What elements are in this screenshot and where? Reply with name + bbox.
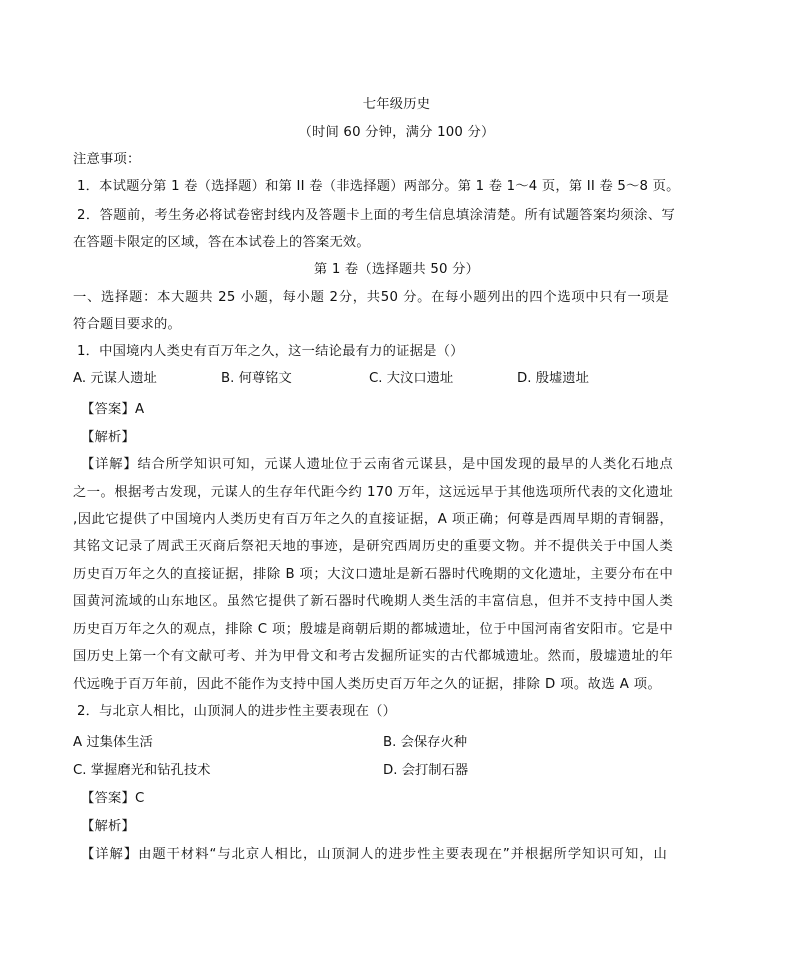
question-2-stem: 2．与北京人相比，山顶洞人的进步性主要表现在（） [77, 704, 397, 719]
question-2-option-b: B. 会保存火种 [383, 735, 468, 750]
question-1-analysis-label: 【解析】 [81, 430, 135, 445]
question-1-detail-line: 之一。根据考古发现，元谋人的生存年代距今约 170 万年，这远远早于其他选项所代表的文化遗址 [73, 485, 673, 500]
question-1-option-b: B. 何尊铭文 [221, 371, 292, 386]
question-1-stem: 1．中国境内人类史有百万年之久，这一结论最有力的证据是（） [77, 344, 464, 359]
question-1-detail-line: 其铭文记录了周武王灭商后祭祀天地的事迹，是研究西周历史的重要文物。并不提供关于中国人类 [73, 539, 673, 554]
notice-heading: 注意事项： [73, 152, 141, 167]
question-1-option-c: C. 大汶口遗址 [369, 371, 454, 386]
question-2-answer: 【答案】C [81, 791, 145, 806]
section-instruction-line-2: 符合题目要求的。 [73, 317, 181, 332]
notice-item-2-line-1: 2．答题前，考生务必将试卷密封线内及答题卡上面的考生信息填涂清楚。所有试题答案均须涂、写 [77, 208, 675, 223]
question-2-option-c: C. 掌握磨光和钻孔技术 [73, 763, 211, 778]
question-2-analysis-label: 【解析】 [81, 819, 135, 834]
question-1-detail-line: 代远晚于百万年前，因此不能作为支持中国人类历史百万年之久的证据，排除 D 项。故选 A 项。 [73, 677, 661, 692]
page-title: 七年级历史 [362, 97, 431, 112]
question-2-detail-line: 【详解】由题干材料“与北京人相比，山顶洞人的进步性主要表现在”并根据所学知识可知，山 [81, 847, 667, 862]
section-title: 第 1 卷（选择题共 50 分） [313, 262, 480, 277]
question-1-detail-line: 【详解】结合所学知识可知，元谋人遗址位于云南省元谋县，是中国发现的最早的人类化石地点 [81, 457, 673, 472]
question-2-option-a: A 过集体生活 [73, 735, 153, 750]
question-1-option-d: D. 殷墟遗址 [517, 371, 589, 386]
question-1-detail-line: 国黄河流域的山东地区。虽然它提供了新石器时代晚期人类生活的丰富信息，但并不支持中国人类 [73, 594, 673, 609]
question-1-detail-line: 国历史上第一个有文献可考、并为甲骨文和考古发掘所证实的古代都城遗址。然而，殷墟遗址的年 [73, 649, 673, 664]
section-instruction-line-1: 一、选择题：本大题共 25 小题，每小题 2分，共50 分。在每小题列出的四个选项中只有一项是 [73, 290, 669, 305]
notice-item-1: 1．本试题分第 1 卷（选择题）和第 II 卷（非选择题）两部分。第 1 卷 1～4 页，第 II 卷 5～8 页。 [77, 179, 680, 194]
question-1-detail-line: ,因此它提供了中国境内人类历史有百万年之久的直接证据，A 项正确；何尊是西周早期的青铜器， [73, 512, 673, 527]
question-2-option-d: D. 会打制石器 [383, 763, 469, 778]
notice-item-2-line-2: 在答题卡限定的区域，答在本试卷上的答案无效。 [73, 235, 370, 250]
question-1-detail-line: 历史百万年之久的观点，排除 C 项；殷墟是商朝后期的都城遗址，位于中国河南省安阳市。它是中 [73, 622, 673, 637]
question-1-detail-line: 历史百万年之久的直接证据，排除 B 项；大汶口遗址是新石器时代晚期的文化遗址，主要分布在中 [73, 567, 673, 582]
question-1-answer: 【答案】A [81, 402, 145, 417]
question-1-option-a: A. 元谋人遗址 [73, 371, 157, 386]
page-subtitle: （时间 60 分钟，满分 100 分） [298, 125, 495, 140]
